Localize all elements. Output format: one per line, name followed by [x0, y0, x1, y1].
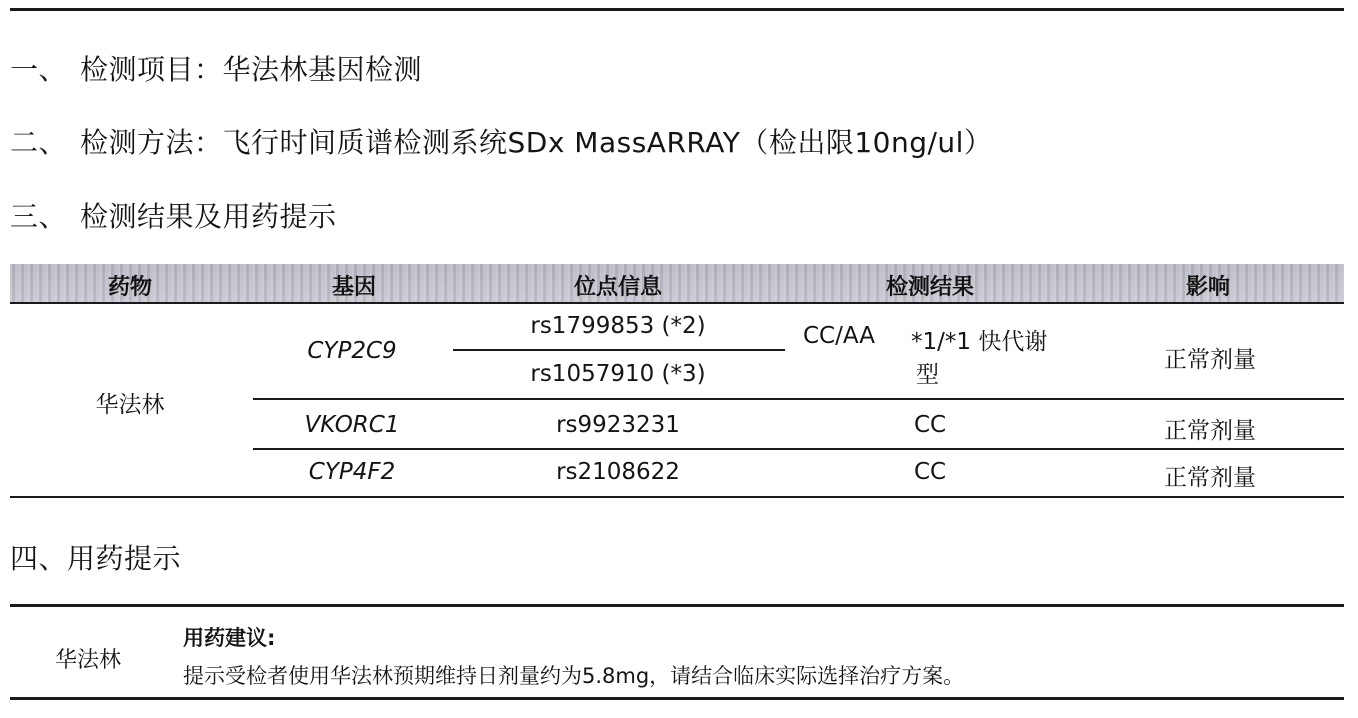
section-3-text: 检测结果及用药提示 — [80, 200, 337, 233]
advice-label: 用药建议: — [183, 626, 276, 650]
site-rs1799853: rs1799853 (*2) — [530, 313, 706, 339]
header-drug: 药物 — [107, 275, 153, 300]
drug-cell: 华法林 — [95, 392, 165, 418]
section-2-text: 检测方法：飞行时间质谱检测系统SDx MassARRAY（检出限10ng/ul） — [80, 126, 993, 159]
section-2-title — [10, 121, 992, 161]
header-effect: 影响 — [1185, 275, 1231, 300]
site-divider — [453, 349, 785, 351]
advice-text: 提示受检者使用华法林预期维持日剂量约为5.8mg，请结合临床实际选择治疗方案。 — [183, 664, 965, 688]
table-header-rule — [10, 302, 1344, 304]
section-3-title — [10, 195, 337, 235]
effect-cyp2c9: 正常剂量 — [1164, 347, 1256, 373]
genotype-cyp2c9: CC/AA — [803, 323, 875, 349]
section-1-text: 检测项目：华法林基因检测 — [80, 53, 423, 86]
header-gene: 基因 — [331, 275, 377, 300]
site-rs1057910: rs1057910 (*3) — [530, 361, 706, 387]
advice-drug: 华法林 — [55, 648, 122, 673]
section-4-title — [10, 537, 181, 577]
phenotype-line-1: *1/*1 快代谢 — [911, 329, 1048, 355]
row-divider-2 — [253, 448, 1344, 450]
section-1-number: 一、 — [10, 53, 68, 86]
top-rule — [10, 8, 1344, 11]
section-1-title — [10, 48, 422, 88]
gene-cyp2c9: CYP2C9 — [307, 338, 397, 364]
result-cyp4f2: CC — [913, 459, 947, 485]
row-divider-1 — [253, 398, 1344, 400]
table-bottom-rule — [10, 496, 1344, 498]
results-table-header — [10, 264, 1344, 302]
phenotype-line-2: 型 — [916, 362, 939, 388]
advice-bottom-rule — [10, 697, 1344, 700]
gene-cyp4f2: CYP4F2 — [308, 459, 396, 485]
header-result: 检测结果 — [885, 275, 975, 300]
effect-cyp4f2: 正常剂量 — [1164, 465, 1256, 491]
section-2-number: 二、 — [10, 126, 68, 159]
section-3-number: 三、 — [10, 200, 68, 233]
result-vkorc1: CC — [913, 412, 947, 438]
site-rs2108622: rs2108622 — [556, 459, 680, 485]
advice-top-rule — [10, 604, 1344, 607]
gene-vkorc1: VKORC1 — [304, 412, 400, 438]
effect-vkorc1: 正常剂量 — [1164, 418, 1256, 444]
section-4-text: 四、用药提示 — [10, 542, 182, 575]
header-site: 位点信息 — [573, 275, 663, 300]
site-rs9923231: rs9923231 — [556, 412, 680, 438]
